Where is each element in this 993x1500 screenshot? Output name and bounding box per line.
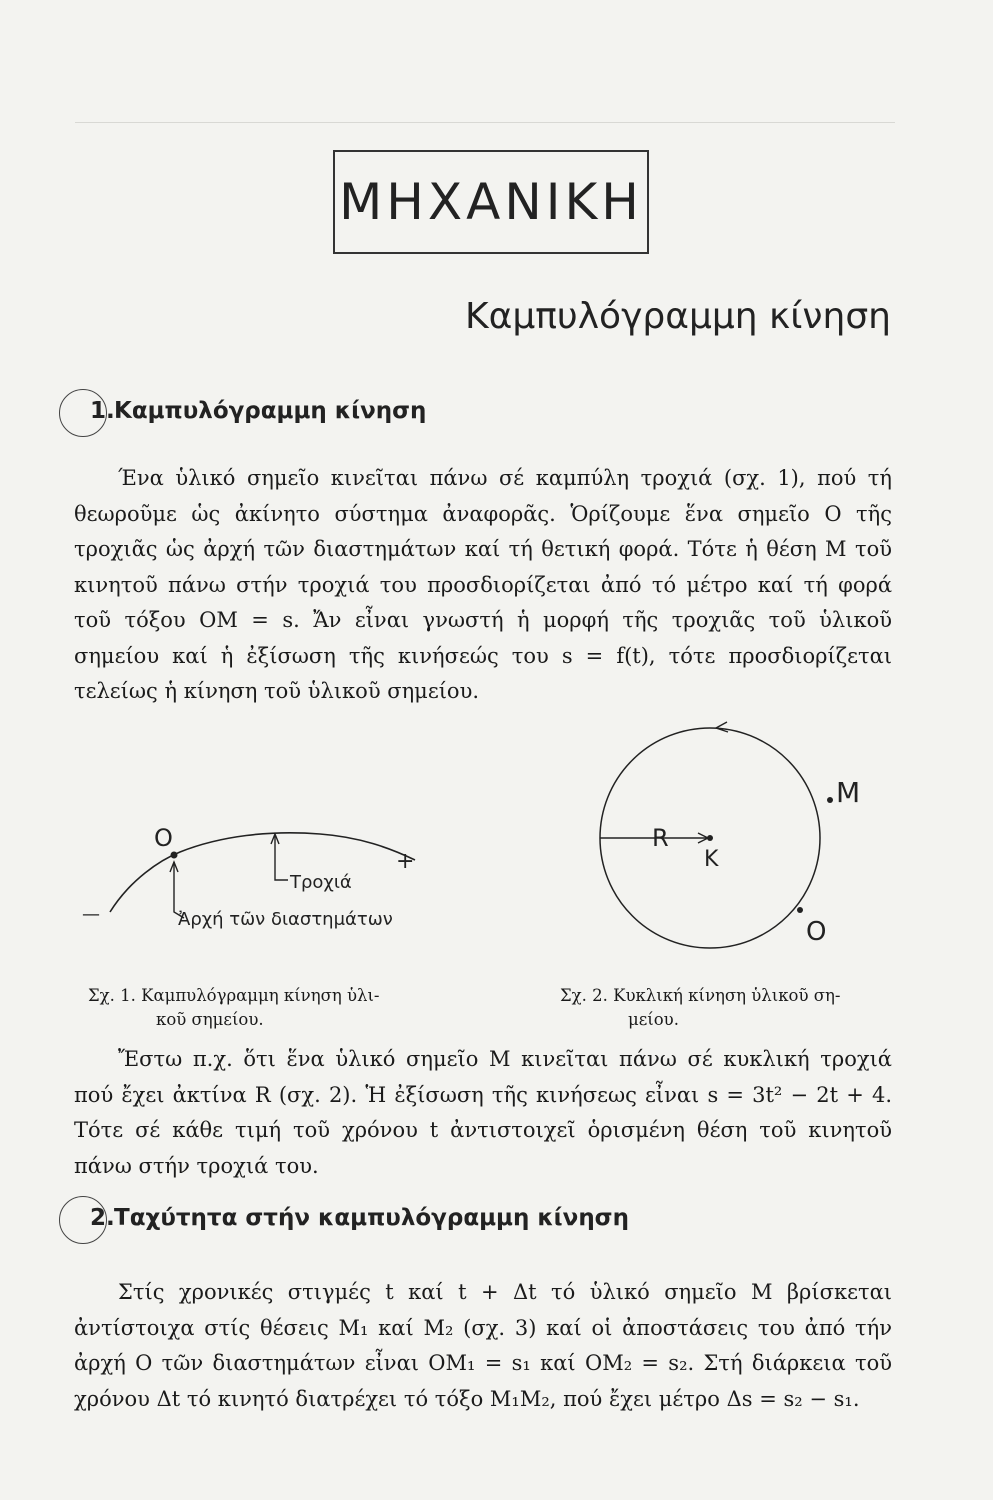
example-text: Ἔστω π.χ. ὅτι ἕνα ὑλικό σημεῖο Μ κινεῖται πάνω σέ κυκλική τροχιά πού ἔχει ἀκτίνα R (σχ. 2). Ἡ ἐξίσωση τῆς κινήσεως εἶναι s = 3t² − 2t + 4. Τότε σέ κάθε τιμή τοῦ χρόνου t ἀντιστοιχεῖ ὁρισμένη θέση τοῦ κινητοῦ πάνω στήν τροχιά του.: [74, 1047, 892, 1178]
section-2-heading: [62, 1205, 629, 1231]
archi-label: Ἀρχή τῶν διαστημάτων: [178, 909, 393, 930]
section-1-number: 1.: [90, 398, 115, 424]
section-1-title: Καμπυλόγραμμη κίνηση: [114, 398, 427, 424]
point-o-label: O: [806, 917, 827, 947]
figure-2-caption: [560, 984, 900, 1032]
figure-2-caption-line1: Σχ. 2. Κυκλική κίνηση ὑλικοῦ ση-: [560, 986, 841, 1005]
point-o: [797, 907, 803, 913]
book-title-box: [333, 150, 649, 254]
figure-2: [560, 720, 890, 960]
point-m: [827, 797, 833, 803]
figure-1: [70, 810, 490, 940]
plus-label: +: [396, 849, 415, 874]
section-2-number: 2.: [90, 1205, 115, 1231]
direction-arrow: [716, 722, 728, 732]
figure-2-caption-line2: μείου.: [628, 1010, 679, 1029]
bleed-through-rule: [75, 122, 895, 123]
point-m-label: M: [836, 776, 861, 809]
trochia-label: Τροχιά: [290, 872, 352, 893]
section-1-paragraph: [74, 461, 892, 710]
radius-label: R: [652, 824, 669, 852]
example-paragraph: [74, 1042, 892, 1184]
origin-point: [171, 852, 178, 859]
section-2-text: Στίς χρονικές στιγμές t καί t + Δt τό ὑλικό σημεῖο Μ βρίσκεται ἀντίστοιχα στίς θέσεις Μ₁ καί Μ₂ (σχ. 3) καί οἱ ἀποστάσεις του ἀπό τήν ἀρχή Ο τῶν διαστημάτων εἶναι ΟΜ₁ = s₁ καί ΟΜ₂ = s₂. Στή διάρκεια τοῦ χρόνου Δt τό κινητό διατρέχει τό τόξο Μ₁Μ₂, πού ἔχει μέτρο Δs = s₂ − s₁.: [74, 1280, 892, 1411]
center-label: K: [704, 847, 719, 872]
origin-label: O: [154, 824, 173, 852]
section-1-heading: [62, 398, 426, 424]
section-1-text: Ένα ὑλικό σημεῖο κινεῖται πάνω σέ καμπύλη τροχιά (σχ. 1), πού τή θεωροῦμε ὡς ἀκίνητο σύστημα ἀναφορᾶς. Ὁρίζουμε ἕνα σημεῖο Ο τῆς τροχιᾶς ὡς ἀρχή τῶν διαστημάτων καί τή θετική φορά. Τότε ἡ θέση Μ τοῦ κινητοῦ πάνω στήν τροχιά του προσδιορίζεται ἀπό τό μέτρο καί τή φορά τοῦ τόξου ΟΜ = s. Ἄν εἶναι γνωστή ἡ μορφή τῆς τροχιᾶς τοῦ ὑλικοῦ σημείου καί ἡ ἐξίσωση τῆς κινήσεώς του s = f(t), τότε προσδιορίζεται τελείως ἡ κίνηση τοῦ ὑλικοῦ σημείου.: [74, 466, 892, 703]
chapter-title: Καμπυλόγραμμη κίνηση: [465, 296, 891, 337]
section-2-title: Ταχύτητα στήν καμπυλόγραμμη κίνηση: [114, 1205, 629, 1231]
figure-1-caption: [88, 984, 448, 1032]
book-title: ΜΗΧΑΝΙΚΗ: [339, 173, 643, 231]
figure-1-caption-line1: Σχ. 1. Καμπυλόγραμμη κίνηση ὑλι-: [88, 986, 380, 1005]
section-2-paragraph: [74, 1275, 892, 1417]
minus-label: —: [82, 904, 100, 925]
figure-1-caption-line2: κοῦ σημείου.: [156, 1010, 264, 1029]
trochia-pointer: [275, 836, 288, 880]
